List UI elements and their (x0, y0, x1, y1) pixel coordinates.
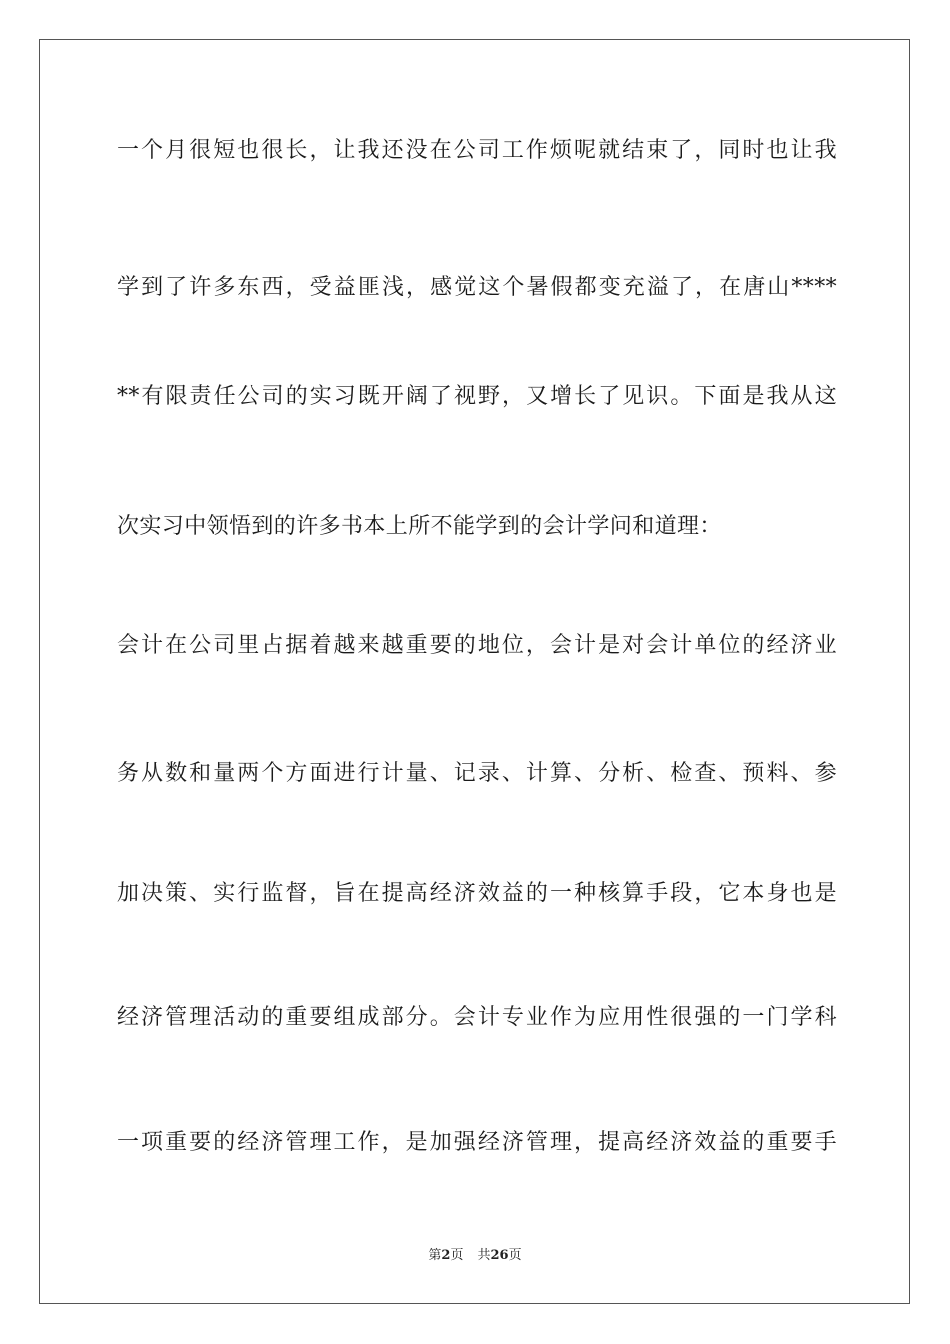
text-line-6: 务从数和量两个方面进行计量、记录、计算、分析、检查、预料、参 (117, 761, 837, 786)
footer-page-number: 2 (441, 1248, 451, 1263)
footer-page-prefix: 第 (428, 1248, 442, 1263)
page-border (39, 39, 910, 1304)
page-footer (0, 1246, 950, 1266)
text-line-8: 经济管理活动的重要组成部分。会计专业作为应用性很强的一门学科 (117, 1005, 837, 1030)
footer-total-pages: 26 (490, 1248, 509, 1263)
text-line-4: 次实习中领悟到的许多书本上所不能学到的会计学问和道理： (117, 514, 722, 539)
text-line-9: 一项重要的经济管理工作，是加强经济管理，提高经济效益的重要手 (117, 1130, 837, 1155)
text-line-7: 加决策、实行监督，旨在提高经济效益的一种核算手段，它本身也是 (117, 881, 837, 906)
footer-page-suffix: 页 (450, 1248, 464, 1263)
text-line-5: 会计在公司里占据着越来越重要的地位，会计是对会计单位的经济业 (117, 633, 837, 658)
text-line-2: 学到了许多东西，受益匪浅，感觉这个暑假都变充溢了，在唐山**** (117, 275, 837, 300)
text-line-3: **有限责任公司的实习既开阔了视野，又增长了见识。下面是我从这 (117, 384, 837, 409)
text-line-1: 一个月很短也很长，让我还没在公司工作烦呢就结束了，同时也让我 (117, 138, 837, 163)
footer-total-prefix: 共 (477, 1248, 491, 1263)
footer-total-suffix: 页 (508, 1248, 522, 1263)
